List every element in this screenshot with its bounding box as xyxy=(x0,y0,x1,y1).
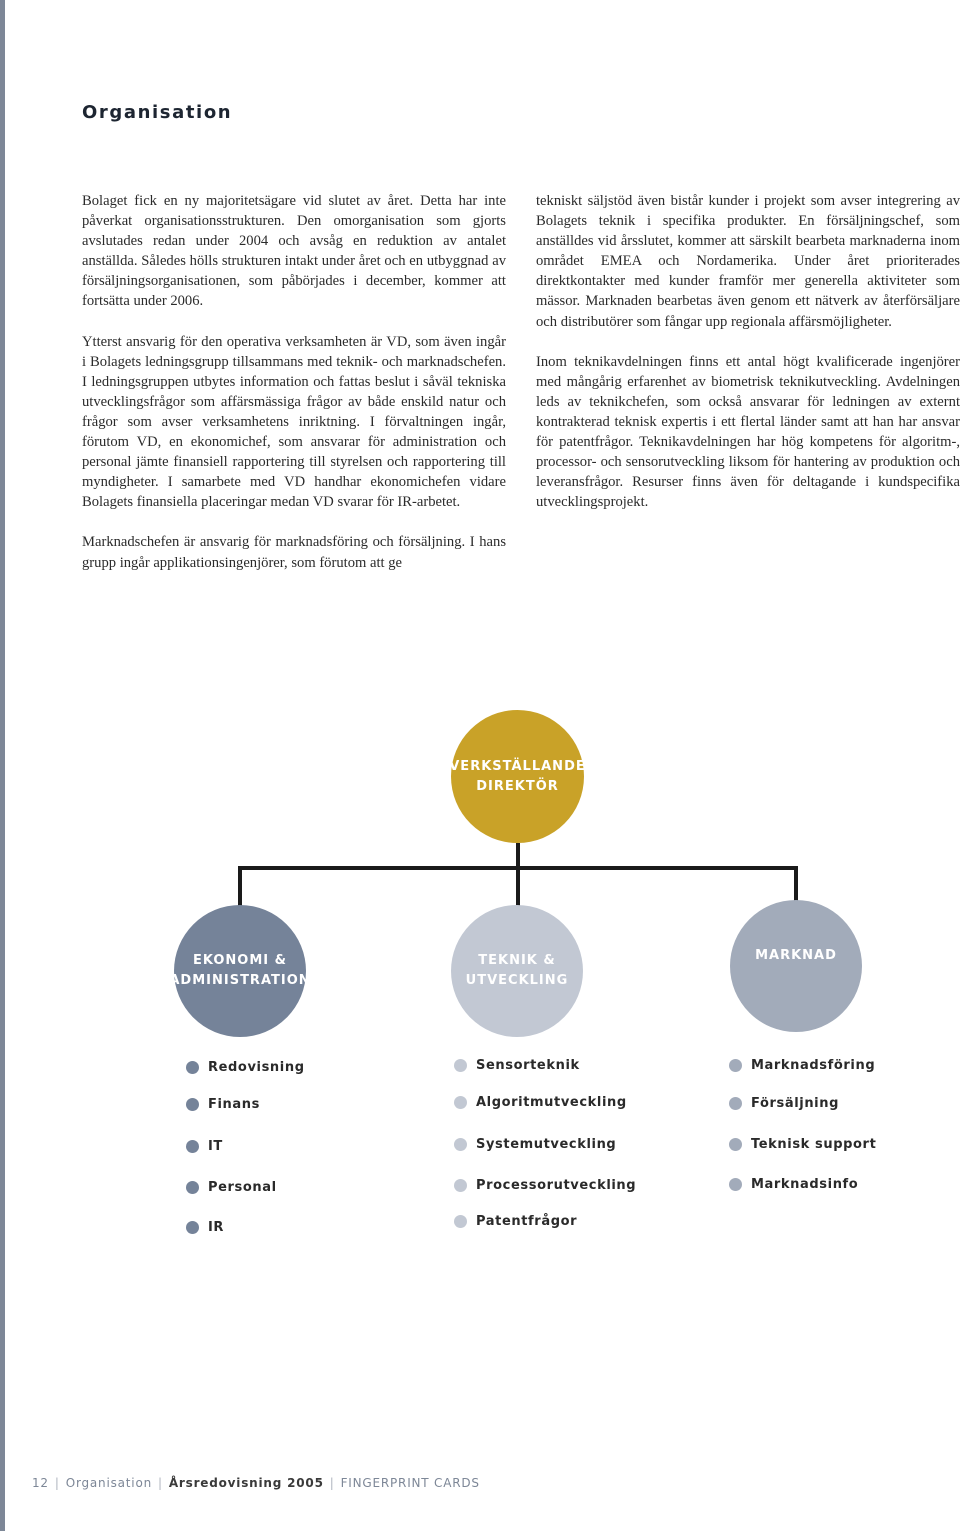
list-item-label: IT xyxy=(208,1139,223,1154)
paragraph: tekniskt säljstöd även bistår kunder i projekt som avser integrering av Bolagets teknik i specifika produkter. En försäljningschef, som anställdes vid årsslutet, kommer att särskilt bearbeta marknaderna inom området EMEA och Nordamerika. Under året prioriterades direktkontakter med kunder framför mer generella aktiviteter som mässor. Marknaden bearbetas även genom ett nätverk av återförsäljare och distributörer som fångar upp regionala affärsmöjligheter. xyxy=(536,193,960,330)
org-node-label: EKONOMI & xyxy=(193,953,287,968)
paragraph: Bolaget fick en ny majoritetsägare vid slutet av året. Detta har inte påverkat organisationsstrukturen. Den omorganisation som gjorts avslutades redan under 2004 och avsåg en reduktion av antalet anställda. Således hölls strukturen intakt under året och en utbyggnad av försäljningsorganisationen, som påbörjades i december, kommer att fortsätta under 2006. xyxy=(82,193,506,310)
bullet-icon xyxy=(454,1096,467,1109)
bullet-icon xyxy=(729,1059,742,1072)
org-node-label: TEKNIK & xyxy=(478,953,556,968)
list-item xyxy=(454,1095,627,1110)
org-node-ceo xyxy=(451,710,584,843)
paragraph: Marknadschefen är ansvarig för marknadsföring och försäljning. I hans grupp ingår applikationsingenjörer, som förutom att ge xyxy=(82,534,506,571)
list-item-label: Processorutveckling xyxy=(476,1178,637,1193)
bullet-icon xyxy=(729,1178,742,1191)
bullet-icon xyxy=(186,1221,199,1234)
bullet-icon xyxy=(729,1097,742,1110)
list-item-label: Personal xyxy=(208,1180,277,1195)
list-item xyxy=(729,1137,876,1152)
bullet-icon xyxy=(729,1138,742,1151)
bullet-icon xyxy=(454,1138,467,1151)
org-node-label: MARKNAD xyxy=(755,948,837,963)
list-item-label: Algoritmutveckling xyxy=(476,1095,627,1110)
list-item xyxy=(186,1139,223,1154)
text-column-right xyxy=(536,191,960,532)
page-title: Organisation xyxy=(82,102,233,123)
list-item xyxy=(186,1220,224,1235)
connector-left xyxy=(238,866,242,906)
bullet-icon xyxy=(186,1181,199,1194)
list-item xyxy=(454,1137,616,1152)
paragraph: Ytterst ansvarig för den operativa verksamheten är VD, som även ingår i Bolagets ledningsgrupp tillsammans med teknik- och marknadschefen. I ledningsgruppen utbytes information och fattas beslut i såväl tekniska utvecklingsfrågor som affärsmässiga frågor av både enskild natur och frågor som avser verksamhetens inriktning. I förvaltningen ingår, förutom VD, en ekonomichef, som ansvarar för administration och personal jämte finansiell rapportering till styrelsen och rapportering till myndigheter. I samarbete med VD handhar ekonomichefen vidare Bolagets finansiella placeringar medan VD svarar för IR-arbetet. xyxy=(82,333,506,511)
connector-middle xyxy=(516,866,520,906)
list-item-label: Patentfrågor xyxy=(476,1214,578,1229)
list-item-label: Marknadsinfo xyxy=(751,1177,859,1192)
page-footer xyxy=(32,1476,480,1490)
text-column-left xyxy=(82,191,506,593)
separator: | xyxy=(329,1476,335,1490)
bullet-icon xyxy=(454,1179,467,1192)
list-item xyxy=(729,1177,858,1192)
footer-company: FINGERPRINT CARDS xyxy=(340,1476,480,1490)
separator: | xyxy=(54,1476,60,1490)
list-item xyxy=(729,1096,839,1111)
org-node-marknad xyxy=(730,900,862,1032)
list-item-label: Systemutveckling xyxy=(476,1137,617,1152)
footer-section: Organisation xyxy=(65,1476,152,1490)
list-item-label: IR xyxy=(208,1220,225,1235)
org-chart xyxy=(0,700,960,1260)
list-item-label: Sensorteknik xyxy=(476,1058,580,1073)
list-item-label: Finans xyxy=(208,1097,260,1112)
list-item xyxy=(186,1180,277,1195)
page-number: 12 xyxy=(32,1476,49,1490)
org-node-label: ADMINISTRATION xyxy=(169,973,311,988)
list-item-label: Marknadsföring xyxy=(751,1058,876,1073)
paragraph: Inom teknikavdelningen finns ett antal högt kvalificerade ingenjörer med mångårig erfarenhet av biometrisk teknikutveckling. Avdelningen leds av teknikchefen, som också ansvarar för ledningen av externt kontrakterad teknisk expertis i ett flertal länder samt att han har ansvar för patentfrågor. Teknikavdelningen har hög kompetens för algoritm-, processor- och sensorutveckling liksom för hantering av produktion och leveransfrågor. Resurser finns även för deltagande i kundspecifika utvecklingsprojekt. xyxy=(536,353,960,511)
connector-right xyxy=(794,866,798,901)
list-item xyxy=(454,1058,580,1073)
list-item-label: Redovisning xyxy=(208,1060,305,1075)
list-item xyxy=(186,1097,260,1112)
bullet-icon xyxy=(454,1059,467,1072)
org-node-label: UTVECKLING xyxy=(465,973,569,988)
org-node-label: DIREKTÖR xyxy=(476,778,559,794)
list-item xyxy=(186,1060,305,1075)
list-item xyxy=(454,1178,636,1193)
org-node-ekonomi xyxy=(169,905,311,1037)
list-item-label: Försäljning xyxy=(751,1096,839,1111)
bullet-icon xyxy=(454,1215,467,1228)
org-node-label: VERKSTÄLLANDE xyxy=(449,758,586,774)
bullet-icon xyxy=(186,1140,199,1153)
list-item xyxy=(454,1214,577,1229)
bullet-icon xyxy=(186,1061,199,1074)
footer-report: Årsredovisning 2005 xyxy=(168,1476,324,1490)
separator: | xyxy=(158,1476,163,1490)
bullet-icon xyxy=(186,1098,199,1111)
list-item-label: Teknisk support xyxy=(751,1137,877,1152)
list-item xyxy=(729,1058,875,1073)
org-node-teknik xyxy=(451,905,583,1037)
